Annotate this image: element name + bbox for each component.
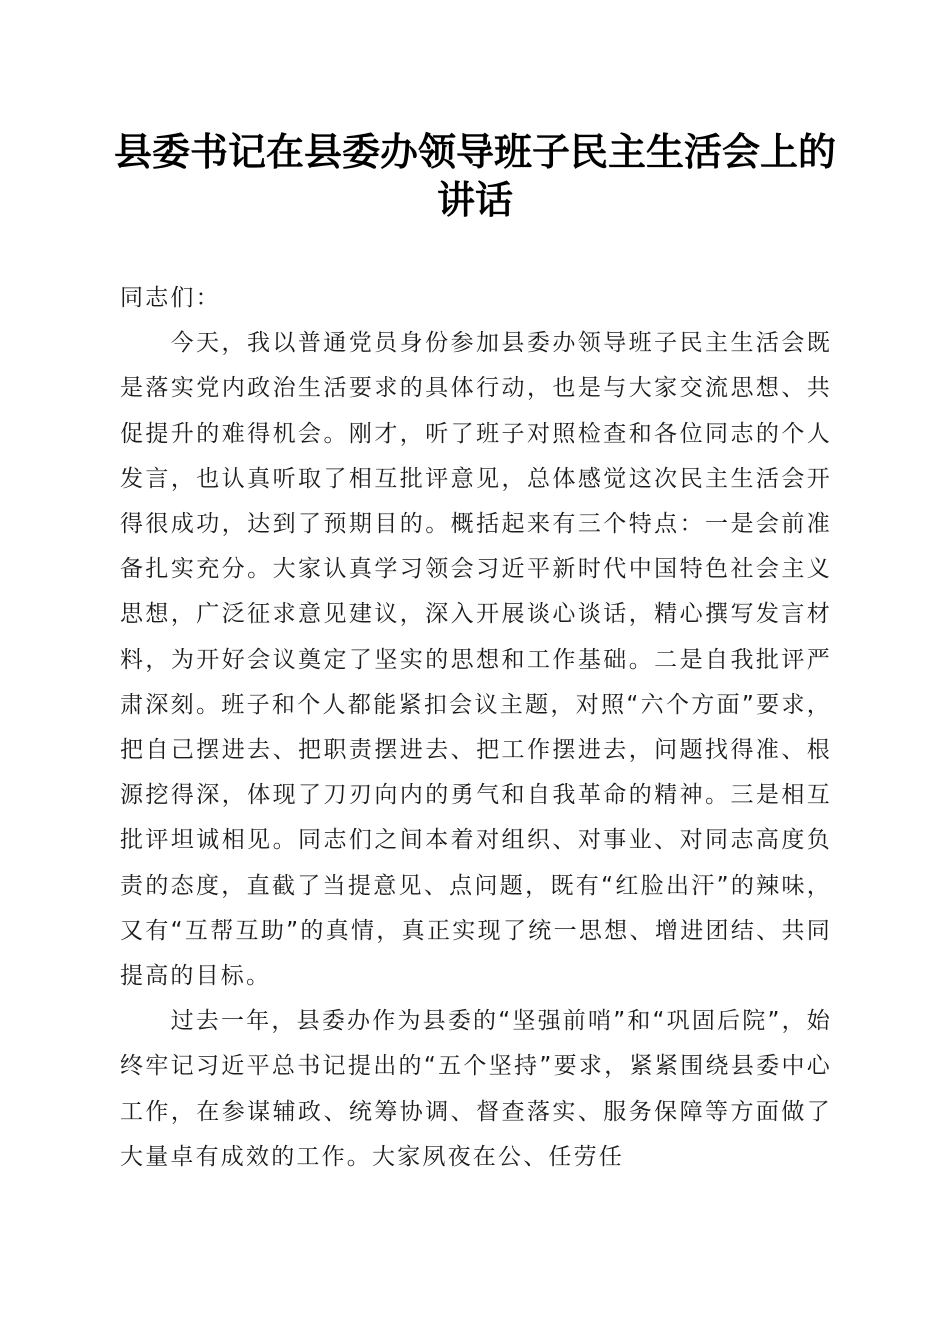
paragraph-2: 过去一年，县委办作为县委的“坚强前哨”和“巩固后院”，始终牢记习近平总书记提出的“五个坚持”要求，紧紧围绕县委中心工作，在参谋辅政、统筹协调、督查落实、服务保障等方面做了大量卓有成效的工作。大家夙夜在公、任劳任 — [120, 1008, 832, 1170]
document-body — [120, 276, 832, 1180]
salutation: 同志们： — [120, 285, 221, 311]
document-title: 县委书记在县委办领导班子民主生活会上的讲话 — [113, 129, 836, 222]
paragraph-1: 今天，我以普通党员身份参加县委办领导班子民主生活会既是落实党内政治生活要求的具体行动，也是与大家交流思想、共促提升的难得机会。刚才，听了班子对照检查和各位同志的个人发言，也认真听取了相互批评意见，总体感觉这次民主生活会开得很成功，达到了预期目的。概括起来有三个特点：一是会前准备扎实充分。大家认真学习领会习近平新时代中国特色社会主义思想，广泛征求意见建议，深入开展谈心谈话，精心撰写发言材料，为开好会议奠定了坚实的思想和工作基础。二是自我批评严肃深刻。班子和个人都能紧扣会议主题，对照“六个方面”要求，把自己摆进去、把职责摆进去、把工作摆进去，问题找得准、根源挖得深，体现了刀刃向内的勇气和自我革命的精神。三是相互批评坦诚相见。同志们之间本着对组织、对事业、对同志高度负责的态度，直截了当提意见、点问题，既有“红脸出汗”的辣味，又有“互帮互助”的真情，真正实现了统一思想、增进团结、共同提高的目标。 — [120, 330, 832, 990]
